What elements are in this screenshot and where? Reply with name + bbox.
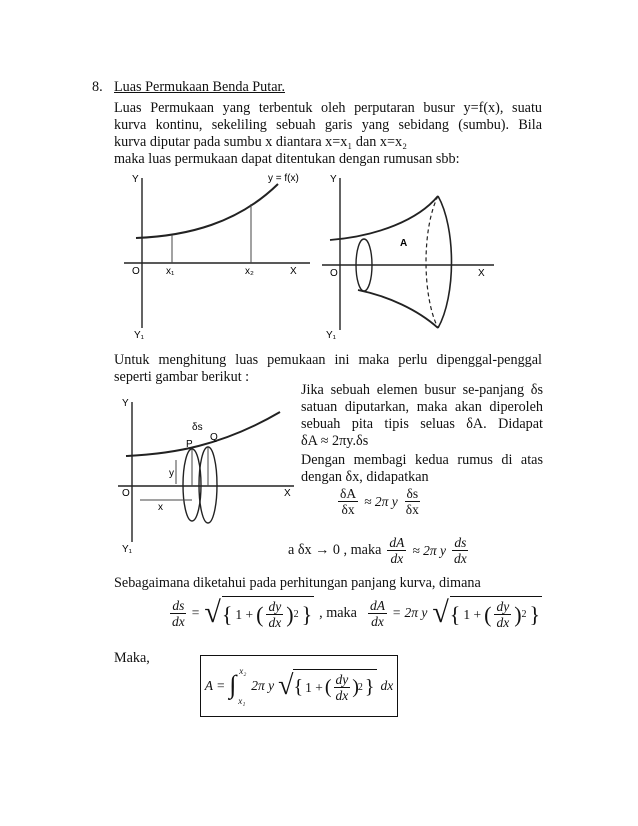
intro-line-3: kurva diputar pada sumbu x diantara x=x₁ dan x=x₂ [114,134,408,150]
figure-element-strip [112,392,298,558]
final-dy: dy [335,672,349,687]
arc-maka: , maka [319,604,357,621]
fig1-x2: x₂ [245,266,254,277]
frac-num-ds: δs [406,486,419,501]
para2-line-1: Untuk menghitung luas pemukaan ini maka perlu dipenggal-penggal [114,352,542,368]
right-line-4: Dengan membagi kedua rumus di atas [301,452,543,468]
fig3-ds-label: δs [192,422,203,433]
final-2pi-y: 2π y [251,678,275,693]
fig2-area-label: A [400,238,408,249]
fig3-x-var: x [158,502,163,513]
fig3-y-label: Y [122,398,129,409]
limit-text: a δx → 0 , maka [288,542,382,558]
fig2-origin: O [330,268,338,279]
sqrt-sign: √ [204,596,221,629]
lim-dA: dA [389,535,405,550]
fig1-y1-label: Y₁ [134,330,145,341]
maka-label: Maka, [114,650,150,666]
final-formula-box: A = ∫ x₂ x₁ 2π y √ { 1 + ( $\frac{dy}{dx}$ ) 2 } dx [200,655,398,717]
fig3-p-label: P [186,439,193,450]
arc-dx-2: dx [268,615,282,630]
lim-dx: dx [390,551,404,566]
arc2-dx-2: dx [496,615,510,630]
arc2-dA: dA [369,597,385,613]
approx-2pi-y: ≈ 2π y [364,493,398,509]
arc2-dx: dx [371,613,384,629]
fig1-x-label: X [290,266,297,277]
fig2-y1-label: Y₁ [326,330,337,341]
lim-ds: ds [454,535,467,550]
lim-dx-2: dx [454,551,467,566]
known-text: Sebagaimana diketahui pada perhitungan panjang kurva, dimana [114,575,481,591]
arc-eq: = [191,605,200,620]
fig1-curve-label: y = f(x) [268,173,299,184]
arc-one-plus: 1 + [235,606,254,622]
arc2-dy: dy [496,599,510,614]
fig3-y1-label: Y₁ [122,544,133,555]
figure-surface [318,168,502,344]
intro-line-1: Luas Permukaan yang terbentuk oleh perputaran busur y=f(x), suatu [114,100,542,116]
final-A-eq: A = [204,678,226,693]
equation-limit [288,535,469,566]
right-line-1: Jika sebuah elemen busur se-panjang δs [301,382,543,398]
fig3-x-label: X [284,488,291,499]
right-line-2: satuan diputarkan, maka akan diperoleh [301,399,543,415]
figure-curve [118,168,316,344]
arc-ds: ds [172,597,185,613]
frac-den-dx-2: δx [405,502,419,517]
section-number: 8. [92,79,103,95]
fig3-q-label: Q [210,432,218,443]
frac-den-dx: δx [341,502,355,517]
fig1-y-label: Y [132,174,139,185]
integral-lower: x₁ [238,696,246,706]
fig3-y-var: y [169,468,174,479]
fig2-y-label: Y [330,174,337,185]
sqrt-sign-2: √ [432,596,449,629]
section-title: Luas Permukaan Benda Putar. [114,79,285,95]
final-sqrt-sign: √ [278,670,294,701]
equation-ratio [338,486,421,517]
intro-line-4: maka luas permukaan dapat ditentukan dengan rumusan sbb: [114,151,460,167]
arc-dx: dx [172,613,185,629]
fig2-x-label: X [478,268,485,279]
para2-line-2: seperti gambar berikut : [114,369,250,385]
final-one-plus: 1 + [305,679,323,695]
final-dx-tail: dx [380,678,394,693]
integral-upper: x₂ [239,666,247,676]
arc-dy: dy [268,599,282,614]
right-line-3: sebuah pita tipis seluas δA. Didapat [301,416,543,432]
fig3-origin: O [122,488,130,499]
intro-line-2: kurva kontinu, sekeliling sebuah garis yang sebidang (sumbu). Bila [114,117,542,133]
final-dx: dx [335,688,349,703]
right-line-5: dengan δx, didapatkan [301,469,429,485]
fig1-x1: x₁ [166,266,175,277]
approx-dA: δA ≈ 2πy.δs [301,433,369,449]
arc-sq: 2 [293,609,299,620]
final-sq: 2 [357,682,363,693]
arc2-sq: 2 [521,609,527,620]
arc2-eq-2pi-y: = 2π y [391,605,428,620]
integral-sign: ∫ x₂ x₁ [229,666,247,706]
lim-approx: ≈ 2π y [412,542,447,558]
fig1-origin: O [132,266,140,277]
frac-num-dA: δA [340,486,357,501]
arc2-one-plus: 1 + [463,606,482,622]
equation-arc-length: $\frac{ds}{dx}$ = √ { 1 + ( $\frac{dy}{dx}$ ) 2 } , maka $\frac{dA}{dx}$ = 2π y √ { 1 + ( $\frac{dy}{dx}$ ) 2 } [172,596,541,630]
